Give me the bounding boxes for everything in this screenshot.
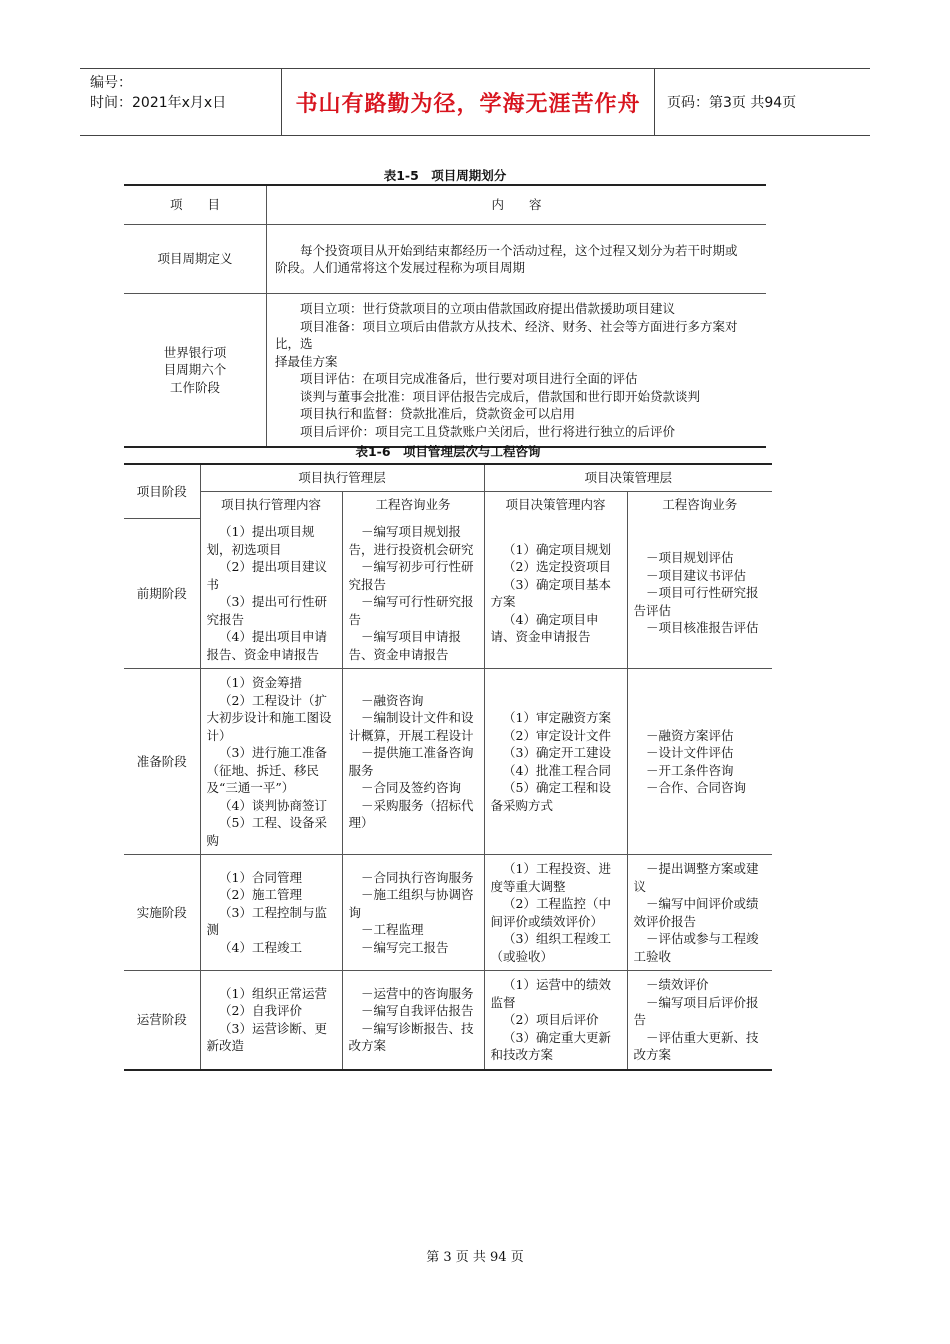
decision-layer-header: 项目决策管理层 bbox=[484, 464, 772, 492]
exec-consult-cell bbox=[342, 855, 484, 971]
cell-line: （5）工程、设备采购 bbox=[206, 815, 327, 848]
table15-col1-header: 项 目 bbox=[124, 185, 267, 225]
cell-line: －开工条件咨询 bbox=[646, 762, 734, 778]
cell-line: －运营中的咨询服务 bbox=[361, 985, 474, 1001]
subheader: 工程咨询业务 bbox=[627, 492, 772, 519]
stage-cell: 前期阶段 bbox=[124, 518, 200, 669]
cell-line: －提供施工准备咨询服务 bbox=[348, 745, 474, 778]
cell-line: －合同及签约咨询 bbox=[361, 780, 462, 795]
label-line: 工作阶段 bbox=[169, 379, 220, 395]
table-row bbox=[124, 518, 772, 669]
subheader: 项目执行管理内容 bbox=[200, 492, 342, 519]
cell-line: －融资咨询 bbox=[361, 692, 424, 708]
dec-consult-cell bbox=[627, 855, 772, 971]
cell-line: （4）批准工程合同 bbox=[503, 762, 611, 778]
dec-consult-cell bbox=[627, 669, 772, 855]
text-line: 项目准备：项目立项后由借款方从技术、经济、财务、社会等方面进行多方案对比，选 bbox=[275, 318, 738, 351]
cell-line: －编写可行性研究报告 bbox=[348, 594, 474, 627]
cell-line: （2）自我评价 bbox=[219, 1003, 302, 1019]
cell-line: （3）确定项目基本方案 bbox=[490, 576, 611, 609]
table15-header-row bbox=[124, 185, 766, 225]
number-label: 编号： bbox=[90, 75, 132, 91]
cell-line: （4）工程竣工 bbox=[219, 939, 302, 955]
header-page-info: 页码：第3页 共94页 bbox=[667, 95, 797, 111]
text-line: 项目评估：在项目完成准备后，世行要对项目进行全面的评估 bbox=[300, 371, 638, 386]
dec-content-cell bbox=[484, 518, 627, 669]
cell-line: －编写初步可行性研究报告 bbox=[348, 559, 474, 592]
cell-line: －编写自我评估报告 bbox=[361, 1003, 474, 1019]
subheader: 项目决策管理内容 bbox=[484, 492, 627, 519]
cell-line: －合作、合同咨询 bbox=[646, 780, 747, 795]
cell-line: －合同执行咨询服务 bbox=[361, 869, 474, 885]
table16-body bbox=[124, 518, 772, 1070]
date-line: 时间：2021年x月x日 bbox=[90, 95, 227, 111]
cell-line: （1）组织正常运营 bbox=[219, 985, 327, 1001]
cell-line: （2）选定投资项目 bbox=[503, 559, 611, 574]
table-row bbox=[124, 971, 772, 1070]
dec-consult-cell bbox=[627, 518, 772, 669]
cell-line: －绩效评价 bbox=[646, 977, 709, 992]
cell-line: （3）确定开工建设 bbox=[503, 745, 611, 760]
cell-line: －施工组织与协调咨询 bbox=[348, 887, 474, 920]
cell-line: －编写诊断报告、技改方案 bbox=[348, 1020, 474, 1054]
text-line: 谈判与董事会批准：项目评估报告完成后，借款国和世行即开始贷款谈判 bbox=[300, 388, 701, 404]
cell-line: －提出调整方案或建议 bbox=[633, 861, 759, 894]
cell-line: （2）审定设计文件 bbox=[503, 727, 611, 743]
text-line: 项目执行和监督：贷款批准后，贷款资金可以启用 bbox=[300, 406, 576, 421]
table16-caption: 表1-6 项目管理层次与工程咨询 bbox=[355, 444, 541, 459]
dec-content-cell bbox=[484, 971, 627, 1070]
cell-line: －评估或参与工程竣工验收 bbox=[633, 931, 759, 964]
label-line: 目周期六个 bbox=[163, 362, 227, 378]
cell-line: －项目规划评估 bbox=[646, 550, 734, 566]
table15-row1-content bbox=[267, 225, 767, 294]
table15-row2-content bbox=[267, 294, 767, 448]
text-line: 每个投资项目从开始到结束都经历一个活动过程，这个过程又划分为若干时期或 bbox=[300, 242, 738, 258]
cell-line: －项目核准报告评估 bbox=[646, 620, 759, 636]
cell-line: －编写完工报告 bbox=[361, 939, 449, 955]
stage-cell: 运营阶段 bbox=[124, 971, 200, 1070]
cell-line: －编写项目申请报告、资金申请报告 bbox=[348, 629, 462, 662]
exec-content-cell bbox=[200, 971, 342, 1070]
exec-content-cell bbox=[200, 669, 342, 855]
cell-line: （4）确定项目申请、资金申请报告 bbox=[490, 611, 599, 644]
table16-subheader-row bbox=[124, 492, 772, 519]
cell-line: （4）谈判协商签订 bbox=[219, 797, 327, 813]
table15-row1-label: 项目周期定义 bbox=[124, 225, 267, 294]
exec-consult-cell bbox=[342, 971, 484, 1070]
exec-consult-cell bbox=[342, 669, 484, 855]
text-line: 择最佳方案 bbox=[275, 353, 338, 369]
cell-line: （3）进行施工准备（征地、拆迁、移民及“三通一平”） bbox=[206, 745, 327, 795]
dec-content-cell bbox=[484, 855, 627, 971]
table15-col2-header: 内 容 bbox=[491, 197, 542, 213]
cell-line: －项目建议书评估 bbox=[646, 567, 747, 583]
cell-line: （2）施工管理 bbox=[219, 887, 302, 903]
cell-line: （1）审定融资方案 bbox=[503, 710, 611, 725]
text-line: 项目后评价：项目完工且贷款账户关闭后，世行将进行独立的后评价 bbox=[300, 423, 676, 439]
cell-line: （2）项目后评价 bbox=[503, 1012, 599, 1027]
exec-consult-cell bbox=[342, 518, 484, 669]
stage-header: 项目阶段 bbox=[124, 464, 200, 518]
exec-layer-header: 项目执行管理层 bbox=[200, 464, 484, 492]
dec-consult-cell bbox=[627, 971, 772, 1070]
cell-line: －采购服务（招标代理） bbox=[348, 797, 474, 830]
cell-line: （5）确定工程和设备采购方式 bbox=[490, 780, 611, 813]
table-project-cycle bbox=[124, 184, 766, 448]
table15-caption: 表1-5 项目周期划分 bbox=[383, 168, 507, 183]
table-row bbox=[124, 669, 772, 855]
cell-line: －项目可行性研究报告评估 bbox=[633, 585, 759, 618]
cell-line: （2）提出项目建议书 bbox=[206, 559, 327, 592]
cell-line: －编制设计文件和设计概算，开展工程设计 bbox=[348, 710, 474, 743]
cell-line: －编写项目后评价报告 bbox=[633, 994, 759, 1027]
header-meta bbox=[80, 69, 282, 135]
cell-line: －评估重大更新、技改方案 bbox=[633, 1029, 759, 1062]
page-header bbox=[80, 68, 870, 136]
cell-line: （1）确定项目规划 bbox=[503, 541, 611, 557]
cell-line: （2）工程监控（中间评价或绩效评价） bbox=[490, 896, 611, 929]
table16-header-row bbox=[124, 464, 772, 492]
table-row bbox=[124, 294, 766, 448]
cell-line: （1）合同管理 bbox=[219, 869, 302, 885]
cell-line: （1）提出项目规划，初选项目 bbox=[206, 524, 315, 557]
text-line: 项目立项：世行贷款项目的立项由借款国政府提出借款援助项目建议 bbox=[300, 301, 676, 316]
exec-content-cell bbox=[200, 855, 342, 971]
text-line: 阶段。人们通常将这个发展过程称为项目周期 bbox=[275, 260, 526, 275]
header-motto: 书山有路勤为径，学海无涯苦作舟 bbox=[282, 69, 655, 135]
cell-line: －工程监理 bbox=[361, 922, 424, 938]
cell-line: （1）工程投资、进度等重大调整 bbox=[490, 861, 611, 894]
table15-row2-label bbox=[124, 294, 267, 448]
cell-line: （3）组织工程竣工（或验收） bbox=[490, 931, 611, 964]
cell-line: （4）提出项目申请报告、资金申请报告 bbox=[206, 629, 327, 662]
table-management-levels bbox=[124, 463, 772, 1071]
label-line: 世界银行项 bbox=[163, 344, 227, 360]
dec-content-cell bbox=[484, 669, 627, 855]
cell-line: （3）工程控制与监测 bbox=[206, 904, 327, 938]
table-row bbox=[124, 225, 766, 294]
cell-line: －融资方案评估 bbox=[646, 727, 734, 743]
cell-line: （1）运营中的绩效监督 bbox=[490, 977, 611, 1010]
cell-line: （1）资金筹措 bbox=[219, 675, 302, 690]
cell-line: （2）工程设计（扩大初步设计和施工图设计） bbox=[206, 692, 332, 743]
page-footer: 第 3 页 共 94 页 bbox=[426, 1250, 524, 1265]
cell-line: －编写中间评价或绩效评价报告 bbox=[633, 896, 759, 929]
cell-line: －编写项目规划报告，进行投资机会研究 bbox=[348, 524, 474, 557]
cell-line: （3）提出可行性研究报告 bbox=[206, 594, 327, 627]
stage-cell: 准备阶段 bbox=[124, 669, 200, 855]
cell-line: （3）确定重大更新和技改方案 bbox=[490, 1029, 611, 1062]
cell-line: －设计文件评估 bbox=[646, 745, 734, 760]
table-row bbox=[124, 855, 772, 971]
cell-line: （3）运营诊断、更新改造 bbox=[206, 1020, 327, 1054]
subheader: 工程咨询业务 bbox=[342, 492, 484, 519]
stage-cell: 实施阶段 bbox=[124, 855, 200, 971]
exec-content-cell bbox=[200, 518, 342, 669]
